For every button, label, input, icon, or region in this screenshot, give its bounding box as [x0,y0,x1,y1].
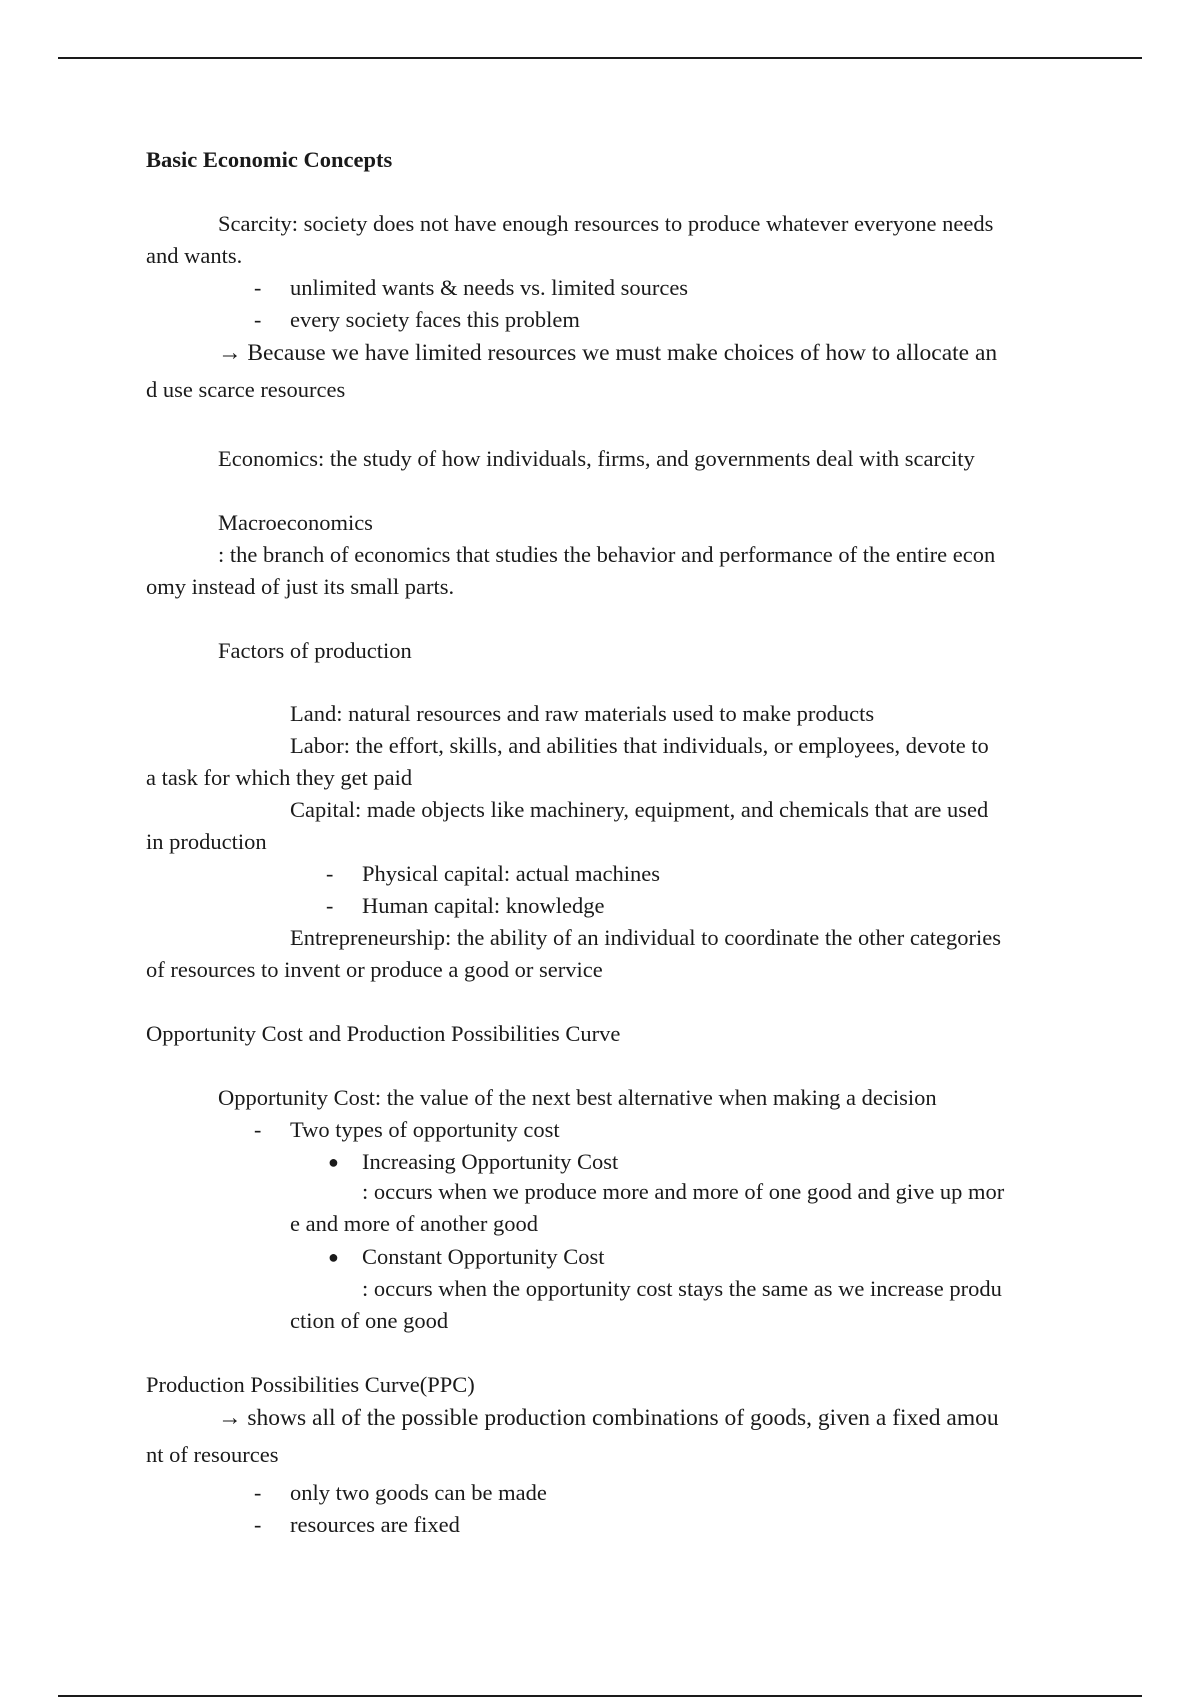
bullet-dash: - [326,861,334,886]
opportunity-definition: Opportunity Cost: the value of the next best alternative when making a decision [218,1085,937,1110]
bullet-dash: - [254,1117,262,1142]
opportunity-heading: Opportunity Cost and Production Possibilities Curve [146,1021,621,1046]
factor-labor-line-1: Labor: the effort, skills, and abilities that individuals, or employees, devote to [290,733,989,758]
bullet-dot: ● [328,1247,339,1267]
increasing-cost-title: Increasing Opportunity Cost [362,1149,619,1174]
constant-cost-line-1: : occurs when the opportunity cost stays the same as we increase produ [362,1276,1002,1301]
constant-cost-line-2: ction of one good [290,1308,449,1333]
bullet-dash: - [254,307,262,332]
bullet-dash: - [254,1480,262,1505]
scarcity-arrow-line-1: → Because we have limited resources we must make choices of how to allocate an [218,340,998,366]
ppc-arrow-line-1: → shows all of the possible production combinations of goods, given a fixed amou [218,1405,999,1431]
top-rule [58,57,1142,59]
ppc-heading: Production Possibilities Curve(PPC) [146,1372,475,1397]
bullet-dash: - [254,1512,262,1537]
scarcity-arrow-line-2: d use scarce resources [146,377,346,402]
economics-definition: Economics: the study of how individuals, firms, and governments deal with scarcity [218,446,975,471]
ppc-bullet-1: only two goods can be made [290,1480,547,1505]
bullet-dash: - [326,893,334,918]
macro-heading: Macroeconomics [218,510,373,535]
factor-entrepreneurship-line-2: of resources to invent or produce a good or service [146,957,603,982]
factor-capital-line-1: Capital: made objects like machinery, equipment, and chemicals that are used [290,797,989,822]
ppc-bullet-2: resources are fixed [290,1512,460,1537]
capital-bullet-1: Physical capital: actual machines [362,861,661,886]
macro-line-1: : the branch of economics that studies the behavior and performance of the entire econ [218,542,996,567]
ppc-arrow-line-2: nt of resources [146,1442,279,1467]
scarcity-line-1: Scarcity: society does not have enough resources to produce whatever everyone needs [218,211,994,236]
factor-entrepreneurship-line-1: Entrepreneurship: the ability of an individual to coordinate the other categories [290,925,1002,950]
factors-heading: Factors of production [218,638,412,663]
scarcity-bullet-2: every society faces this problem [290,307,580,332]
constant-cost-title: Constant Opportunity Cost [362,1244,605,1269]
scarcity-bullet-1: unlimited wants & needs vs. limited sources [290,275,689,300]
increasing-cost-line-2: e and more of another good [290,1211,539,1236]
scarcity-line-2: and wants. [146,243,243,268]
macro-line-2: omy instead of just its small parts. [146,574,455,599]
bullet-dash: - [254,275,262,300]
increasing-cost-line-1: : occurs when we produce more and more of one good and give up mor [362,1179,1005,1204]
factor-capital-line-2: in production [146,829,267,854]
bullet-dot: ● [328,1152,339,1172]
capital-bullet-2: Human capital: knowledge [362,893,605,918]
opportunity-types-bullet: Two types of opportunity cost [290,1117,560,1142]
bottom-rule [58,1695,1142,1697]
factor-labor-line-2: a task for which they get paid [146,765,413,790]
page-title: Basic Economic Concepts [146,147,393,172]
factor-land: Land: natural resources and raw materials used to make products [290,701,875,726]
